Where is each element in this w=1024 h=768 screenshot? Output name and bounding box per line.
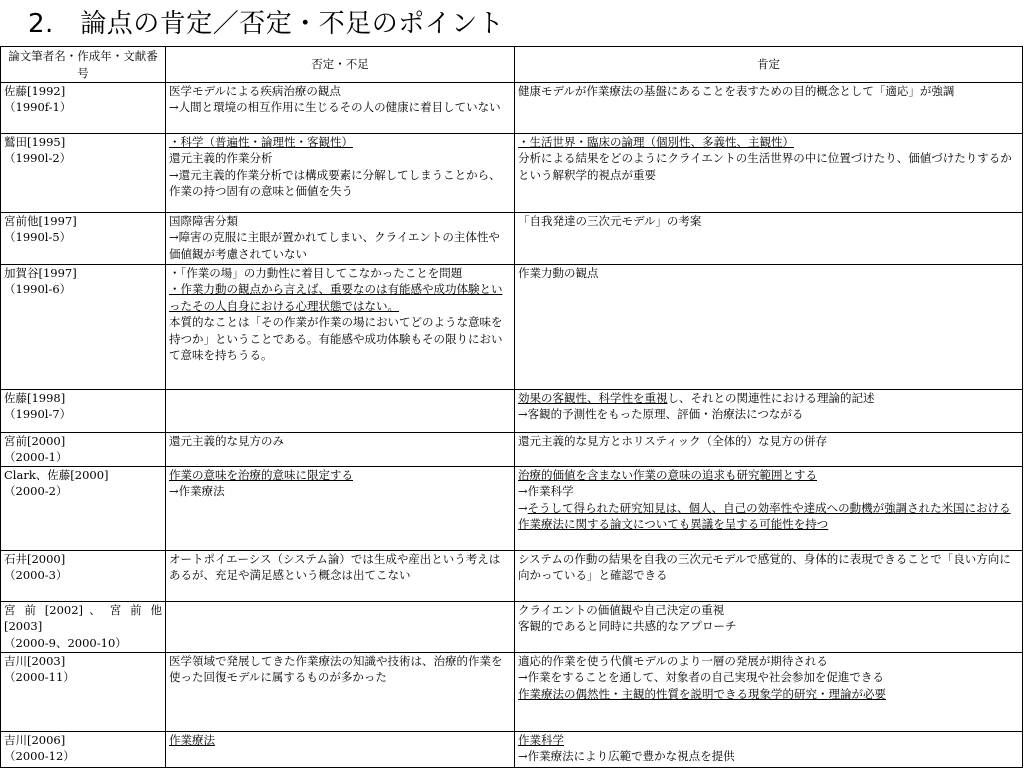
author-cell: [1, 433, 166, 467]
negative-cell-line: 還元主義的作業分析: [169, 151, 273, 166]
positive-cell-line: →そうして得られた研究知見は、個人、自己の効率性や達成への動機が強調された米国における作業療法に関する論文についても異議を呈する可能性を持つ: [518, 500, 1011, 532]
table-row: [1, 550, 1023, 601]
positive-cell-line: 作業力動の観点: [518, 266, 599, 280]
author-name: 吉川[2003]: [4, 653, 66, 668]
negative-cell: [166, 213, 515, 265]
negative-cell-line: →作業療法: [169, 484, 225, 499]
positive-cell: [515, 601, 1023, 652]
positive-cell: [515, 390, 1023, 433]
positive-cell: [515, 433, 1023, 467]
positive-cell: [515, 550, 1023, 601]
negative-cell: [166, 731, 515, 767]
negative-cell: [166, 652, 515, 731]
author-name: 石井[2000]: [4, 551, 66, 566]
positive-cell-line: 分析による結果をどのようにクライエントの生活世界の中に位置づけたり、価値づけたりするかという解釈学的視点が重要: [518, 151, 1012, 182]
author-cell: [1, 213, 166, 265]
author-cell: [1, 601, 166, 652]
positive-cell: [515, 134, 1023, 213]
positive-cell-line: 作業療法の偶然性・主観的性質を説明できる現象学的研究・理論が必要: [518, 686, 886, 701]
comparison-table: [0, 46, 1023, 768]
positive-cell-line: →客観的予測性をもった原理、評価・治療法につながる: [518, 407, 804, 422]
positive-cell-line: 適応的作業を使う代償モデルのより一層の発展が期待される: [518, 653, 828, 668]
negative-cell-line: ・科学（普遍性・論理性・客観性）: [169, 135, 353, 149]
negative-cell-line: オートポイエーシス（システム論）では生成や産出という考えはあるが、充足や満足感という概念は出てこない: [169, 551, 501, 583]
table-row: [1, 213, 1023, 265]
positive-cell-line: 還元主義的な見方とホリスティック（全体的）な見方の併存: [518, 434, 828, 448]
positive-cell: [515, 652, 1023, 731]
author-cell: [1, 134, 166, 213]
negative-cell-line: →障害の克服に主眼が置かれてしまい、クライエントの主体性や価値観が考慮されていない: [169, 230, 500, 261]
negative-cell-line: →人間と環境の相互作用に生じるその人の健康に着目していない: [169, 100, 501, 115]
table-row: [1, 601, 1023, 652]
negative-cell: [166, 601, 515, 652]
positive-cell-line: 作業科学: [518, 732, 564, 747]
positive-cell: [515, 213, 1023, 265]
author-cell: [1, 390, 166, 433]
reference-number: （1990l-2）: [4, 151, 72, 166]
positive-cell-line: 効果の客観性、科学性を重視し、それとの関連性における理論的記述: [518, 391, 875, 405]
author-name: 宮 前 [2002] 、 宮 前 他 [2003]: [4, 602, 162, 634]
table-body: [1, 83, 1023, 768]
positive-cell-line: クライエントの価値観や自己決定の重視: [518, 602, 725, 617]
negative-cell: [166, 550, 515, 601]
positive-cell: [515, 83, 1023, 134]
reference-number: （2000-3）: [4, 568, 68, 583]
reference-number: （2000-9、2000-10）: [4, 635, 127, 650]
author-cell: [1, 265, 166, 390]
positive-cell: [515, 466, 1023, 550]
negative-cell-line: 還元主義的な見方のみ: [169, 434, 284, 448]
table-row: [1, 265, 1023, 390]
table-header-row: [1, 47, 1023, 83]
positive-cell: [515, 265, 1023, 390]
negative-cell: [166, 390, 515, 433]
negative-cell-line: 医学モデルによる疾病治療の観点: [169, 84, 341, 98]
negative-cell-line: ・作業力動の観点から言えば、重要なのは有能感や成功体験といったその人自身における心理状態ではない。: [169, 282, 503, 313]
positive-cell: [515, 731, 1023, 767]
negative-cell: [166, 433, 515, 467]
reference-number: （2000-11）: [4, 670, 75, 685]
positive-cell-line: ・生活世界・臨床の論理（個別性、多義性、主観性）: [518, 135, 794, 149]
header-author: 論文筆者名・作成年・文献番号: [1, 47, 166, 83]
positive-cell-line: 客観的であると同時に共感的なアプローチ: [518, 619, 737, 634]
author-cell: [1, 731, 166, 767]
author-cell: [1, 83, 166, 134]
table-row: [1, 433, 1023, 467]
negative-cell-line: 作業療法: [169, 732, 215, 747]
reference-number: （1990l-6）: [4, 282, 72, 297]
negative-cell: [166, 83, 515, 134]
positive-cell-line: システムの作動の結果を自我の三次元モデルで感覚的、身体的に表現できることで「良い方向に向かっている」と確認できる: [518, 551, 1011, 583]
author-name: 宮前[2000]: [4, 434, 66, 448]
author-name: 加賀谷[1997]: [4, 266, 77, 280]
positive-cell-line: 「自我発達の三次元モデル」の考案: [518, 214, 702, 228]
reference-number: （1990l-5）: [4, 230, 72, 245]
negative-cell-line: 医学領域で発展してきた作業療法の知識や技術は、治療的作業を使った回復モデルに属するものが多かった: [169, 653, 503, 685]
author-cell: [1, 466, 166, 550]
negative-cell: [166, 265, 515, 390]
author-name: 佐藤[1992]: [4, 84, 66, 98]
negative-cell-line: ・「作業の場」の力動性に着目してこなかったことを問題: [169, 266, 463, 280]
table-row: [1, 134, 1023, 213]
negative-cell: [166, 466, 515, 550]
positive-cell-line: →作業科学: [518, 484, 574, 499]
slide-title: 2. 論点の肯定／否定・不足のポイント: [28, 9, 505, 39]
negative-cell-line: →還元主義的作業分析では構成要素に分解してしまうことから、作業の持つ固有の意味と価値を失う: [169, 167, 501, 199]
author-name: 宮前他[1997]: [4, 214, 77, 228]
negative-cell-line: 国際障害分類: [169, 214, 238, 228]
negative-cell: [166, 134, 515, 213]
header-negative: 否定・不足: [166, 47, 515, 83]
table-row: [1, 652, 1023, 731]
negative-cell-line: 作業の意味を治療的意味に限定する: [169, 467, 353, 482]
header-positive: 肯定: [515, 47, 1023, 83]
author-name: 鷲田[1995]: [4, 135, 66, 149]
negative-cell-line: 本質的なことは「その作業が作業の場においてどのような意味を持つか」ということである。有能感や成功体験もその限りにおいて意味を持ちうる。: [169, 315, 503, 363]
reference-number: （2000-2）: [4, 484, 68, 499]
table-row: [1, 466, 1023, 550]
reference-number: （2000-12）: [4, 749, 75, 764]
author-name: 吉川[2006]: [4, 732, 66, 747]
table-row: [1, 731, 1023, 767]
positive-cell-line: →作業療法により広範で豊かな視点を提供: [518, 749, 735, 764]
positive-cell-line: →作業をすることを通して、対象者の自己実現や社会参加を促進できる: [518, 670, 884, 685]
positive-cell-line: 健康モデルが作業療法の基盤にあることを表すための目的概念として「適応」が強調: [518, 84, 955, 98]
author-name: 佐藤[1998]: [4, 391, 66, 405]
author-cell: [1, 652, 166, 731]
table-row: [1, 390, 1023, 433]
reference-number: （1990l-7）: [4, 407, 72, 422]
author-cell: [1, 550, 166, 601]
author-name: Clark、佐藤[2000]: [4, 467, 109, 482]
reference-number: （2000-1）: [4, 450, 68, 465]
table-row: [1, 83, 1023, 134]
positive-cell-line: 治療的価値を含まない作業の意味の追求も研究範囲とする: [518, 467, 817, 482]
reference-number: （1990f-1）: [4, 100, 72, 115]
